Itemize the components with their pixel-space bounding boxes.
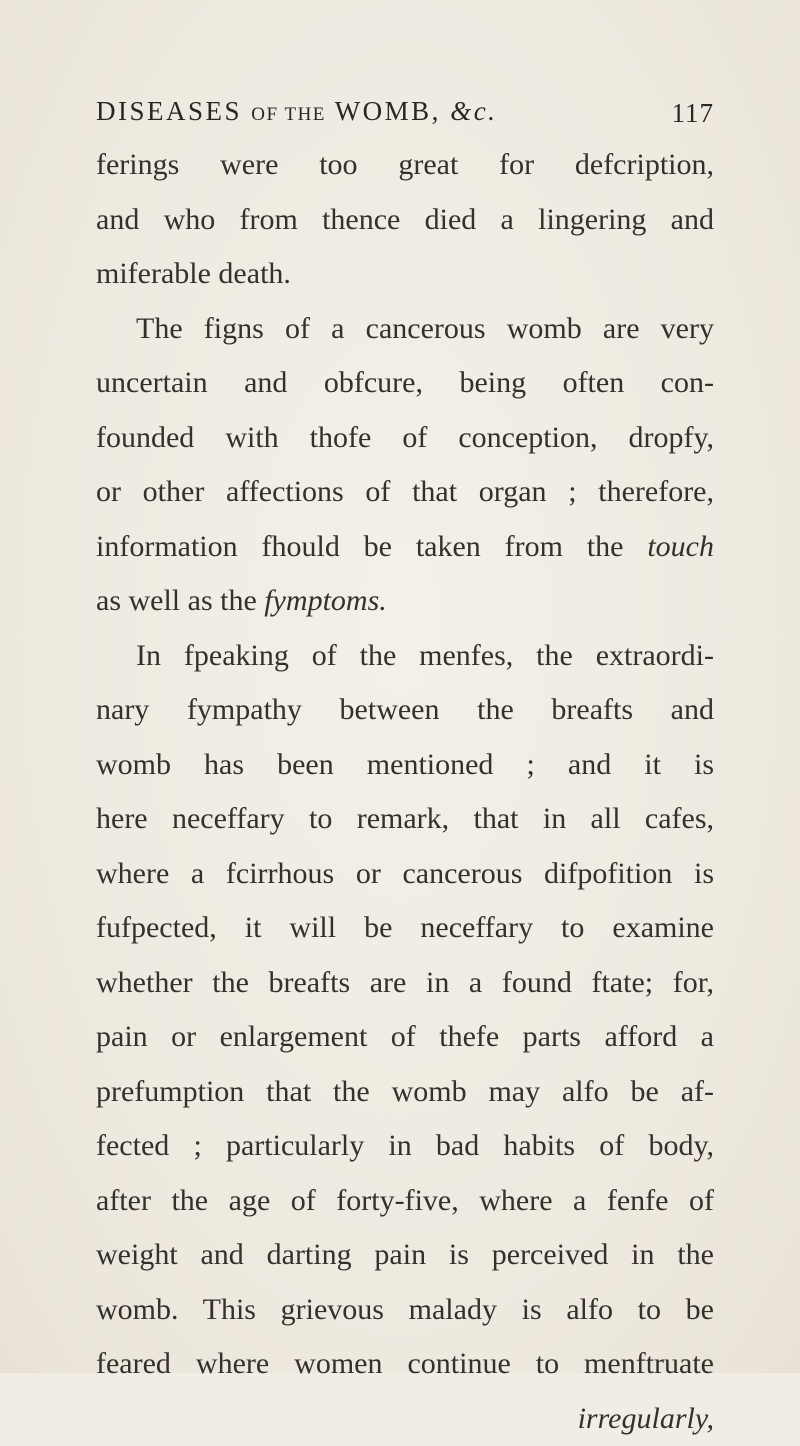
text-line: after the age of forty-five, where a fenfe of — [96, 1174, 714, 1229]
text-line: prefumption that the womb may alfo be af- — [96, 1065, 714, 1120]
body-text — [96, 138, 714, 1446]
text-run: information fhould be taken from the — [96, 530, 623, 563]
text-line: nary fympathy between the breafts and — [96, 683, 714, 738]
text-line: founded with thofe of conception, dropfy, — [96, 411, 714, 466]
text-line — [96, 520, 714, 575]
paragraph-start-line: The figns of a cancerous womb are very — [96, 302, 714, 357]
text-line: pain or enlargement of thefe parts afford a — [96, 1010, 714, 1065]
text-line: womb has been mentioned ; and it is — [96, 738, 714, 793]
text-line: uncertain and obfcure, being often con- — [96, 356, 714, 411]
text-line: whether the breafts are in a found ftate; for, — [96, 956, 714, 1011]
text-line: where a fcirrhous or cancerous difpofition is — [96, 847, 714, 902]
catchword: irregularly, — [96, 1392, 714, 1446]
text-line: or other affections of that organ ; therefore, — [96, 465, 714, 520]
text-line: ferings were too great for defcription, — [96, 138, 714, 193]
running-head-womb: WOMB, — [335, 96, 441, 126]
italic-word-symptoms: fymptoms. — [264, 584, 387, 617]
running-head-diseases: DISEASES — [96, 96, 242, 126]
text-line: feared where women continue to menftruate — [96, 1337, 714, 1392]
italic-word-touch: touch — [647, 530, 714, 563]
text-line — [96, 574, 714, 629]
page-number: 117 — [672, 98, 715, 129]
text-line: fected ; particularly in bad habits of body, — [96, 1119, 714, 1174]
text-line: here neceffary to remark, that in all cafes, — [96, 792, 714, 847]
text-line: weight and darting pain is perceived in the — [96, 1228, 714, 1283]
running-head — [96, 96, 714, 136]
running-head-etc: &c. — [450, 96, 497, 126]
text-line: womb. This grievous malady is alfo to be — [96, 1283, 714, 1338]
text-line: and who from thence died a lingering and — [96, 193, 714, 248]
text-line: miferable death. — [96, 247, 714, 302]
running-head-title — [96, 96, 497, 127]
text-run: as well as the — [96, 584, 257, 617]
text-line: fufpected, it will be neceffary to examine — [96, 901, 714, 956]
running-head-of-the: OF THE — [251, 104, 326, 125]
paragraph-start-line: In fpeaking of the menfes, the extraordi- — [96, 629, 714, 684]
